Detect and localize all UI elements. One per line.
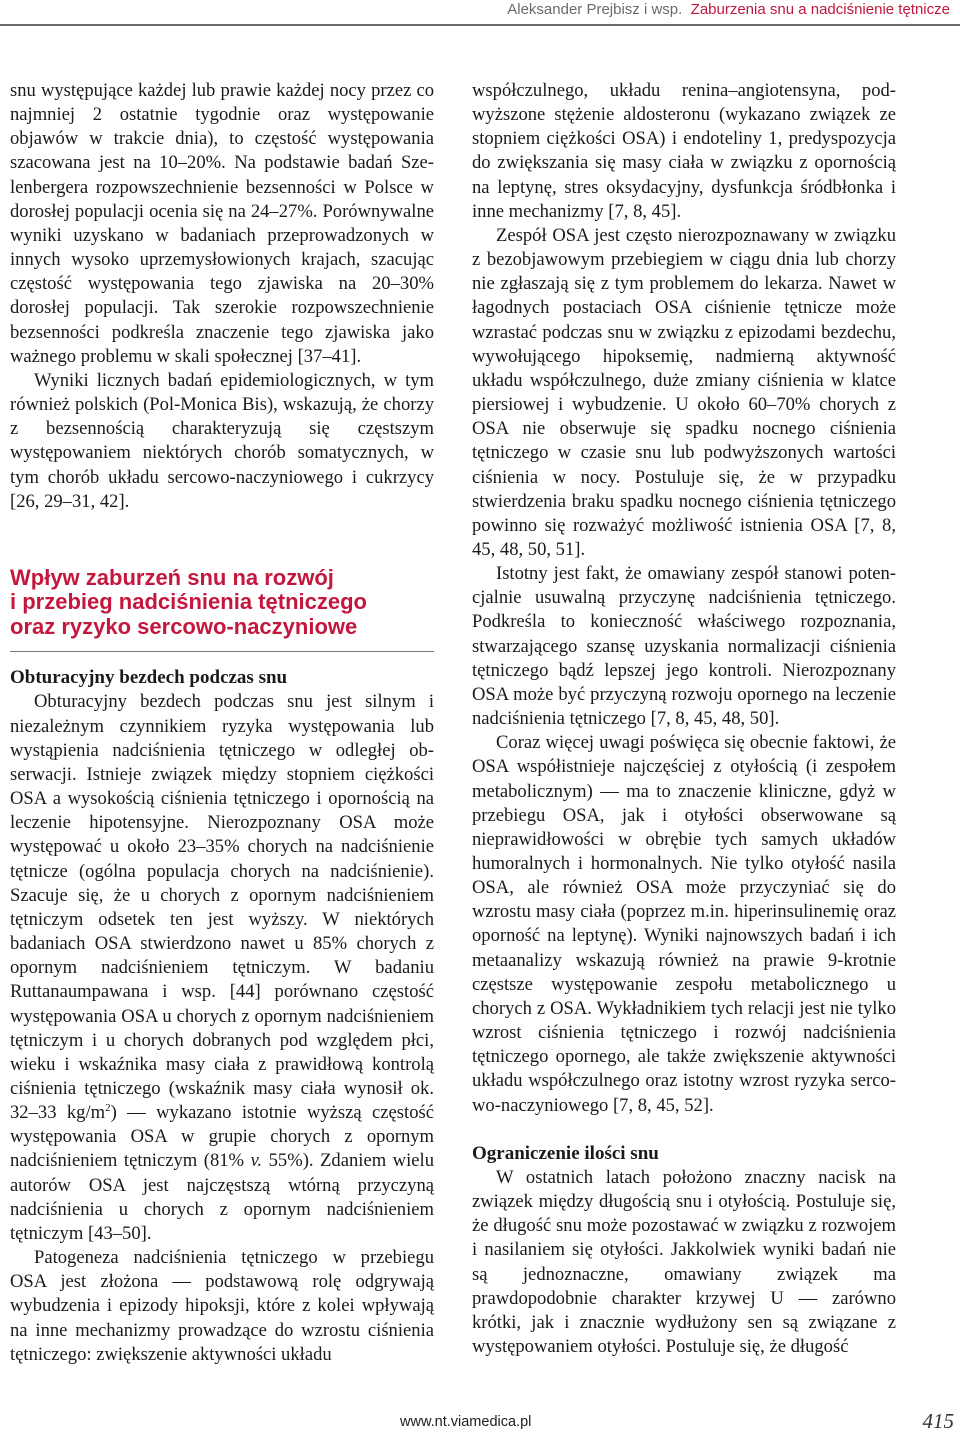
running-head-authors: Aleksander Prejbisz i wsp. xyxy=(507,1,683,18)
footer-url: www.nt.viamedica.pl xyxy=(400,1414,532,1430)
section-title xyxy=(10,566,434,640)
section-title-line: oraz ryzyko sercowo-naczyniowe xyxy=(10,613,358,639)
paragraph: Patogeneza nadciśnienia tętniczego w przebiegu OSA jest złożona — podstawową rolę odgrywają wybudzenia i epizody hipoksji, które z kolei wpływają na inne mechanizmy prowadzące do wzrostu ciśnienia tętniczego: zwiększenie aktywności układu xyxy=(10,1247,434,1365)
right-column xyxy=(472,79,896,1359)
running-head-title: Zaburzenia snu a nadciśnienie tętnicze xyxy=(690,1,950,18)
paragraph xyxy=(10,690,434,1246)
paragraph: współczulnego, układu renina–angiotensyna, podwyższone stężenie aldosteronu (wykazano związek ze stopniem ciężkości OSA) i endoteliny 1, predyspozycja do zwiększania się masy ciała w związku z opornością na leptynę, stres oksydacyjny, dysfunkcja śródbłonka i inne mechanizmy [7, 8, 45]. xyxy=(472,80,896,222)
paragraph: snu występujące każdej lub prawie każdej nocy przez co najmniej 2 ostatnie tygodnie oraz występowanie objawów w trakcie dnia), to częstość występowania szacowana jest na 10–20%. Na podstawie badań Szelenbergera rozpowszechnienie bezsenności w Polsce w dorosłej populacji ocenia się na 24–27%. Porównywalne wyniki uzyskano w badaniach przeprowadzonych w innych wysoko uprzemysłowionych krajach, szacując częstość występowania tego zjawiska na 20–30% dorosłej populacji. Tak szerokie rozpowszechnienie bezsenności podkreśla znaczenie tego zjawiska jako ważnego problemu w skali społecznej [37–41]. xyxy=(10,80,434,367)
paragraph-text: ) — wykazano istotnie wyższą częstość występowania OSA w grupie chorych z opornym nadciśnieniem tętniczym (81% xyxy=(10,1102,434,1172)
paragraph-text: Obturacyjny bezdech podczas snu jest silnym i niezależnym czynnikiem ryzyka występowania lub wystąpienia nadciśnienia tętniczego w odległej obserwacji. Istnieje związek między stopniem ciężkości OSA a wysokością ciśnienia tętniczego i opornością na leczenie hipotensyjne. Nierozpoznany OSA może występować u około 23–35% chorych na nadciśnienie tętnicze (ogólna populacja chorych na nadciśnienie). Szacuje się, że u chorych z opornym nadciśnieniem tętniczym odsetek ten jest wyższy. W niektórych badaniach OSA stwierdzono nawet u 85% chorych z opornym nadciśnieniem tętniczym. W badaniu Ruttanaumpawana i wsp. [44] porównano częstość występowania OSA u chorych z opornym nadciśnieniem tętniczym i u chorych dobranych pod względem płci, wieku i wskaźnika masy ciała z prawidłową kontrolą ciśnienia tętniczego (wskaźnik masy ciała wynosił ok. 32–33 kg/m xyxy=(10,691,434,1124)
superscript: 2 xyxy=(105,1102,111,1115)
section-rule xyxy=(10,651,434,652)
section-title-line: i przebieg nadciśnienia tętniczego xyxy=(10,589,367,615)
paragraph: Coraz więcej uwagi poświęca się obecnie faktowi, że OSA współistnieje najczęściej z otyłością (i zespołem metabolicznym) — ma to znaczenie kliniczne, gdyż w przebiegu OSA, jak i otyłości obserwowane są nieprawidłowości w obrębie tych samych układów humoralnych i hormonalnych. Nie tylko otyłość nasila OSA, ale również OSA może przyczyniać się do wzrostu masy ciała (poprzez m.in. hiperinsulinemię oraz oporność na leptynę). Wyniki najnowszych badań i ich metaanalizy wskazują również na prawie 9-krotnie częstsze występowanie zespołu metabolicznego u chorych z OSA. Wykładnikiem tych relacji jest nie tylko wzrost ciśnienia tętniczego i rozwój nadciśnienia tętniczego opornego, ale także zwiększenie aktywności układu współczulnego oraz istotny wzrost ryzyka sercowo-naczyniowego [7, 8, 45, 52]. xyxy=(472,732,896,1116)
header-rule xyxy=(0,24,960,26)
section-title-line: Wpływ zaburzeń snu na rozwój xyxy=(10,564,334,590)
subheading: Obturacyjny bezdech podczas snu xyxy=(10,667,288,689)
paragraph: Zespół OSA jest często nierozpoznawany w związku z bezobjawowym przebiegiem w ciągu dnia lub chorzy nie zgłaszają się z tym problemem do lekarza. Nawet w łagodnych postaciach OSA ciśnienie tętnicze może wzrastać podczas snu w związku z epizodami bezdechu, wywołującego hipoksemię, nadmierną aktywność układu współczulnego, duże zmiany ciśnienia w klatce piersiowej i wybudzenie. U około 60–70% chorych z OSA nie obserwuje się spadku nocnego ciśnienia tętniczego w czasie snu lub podwyższonych wartości ciśnienia w nocy. Postuluje się, że w przypadku stwierdzenia braku spadku nocnego ciśnienia tętniczego powinno się rozważyć możliwość istnienia OSA [7, 8, 45, 48, 50, 51]. xyxy=(472,224,896,560)
running-head xyxy=(507,0,950,22)
paragraph: Wyniki licznych badań epidemiologicznych, w tym również polskich (Pol-Monica Bis), wskazują, że chorzy z bezsennością charakteryzują się częstszym występowaniem niektórych chorób somatycznych, w tym chorób układu sercowo-naczyniowego i cukrzycy [26, 29–31, 42]. xyxy=(10,369,434,512)
left-column xyxy=(10,79,434,1367)
subheading: Ograniczenie ilości snu xyxy=(472,1142,659,1164)
paragraph: W ostatnich latach położono znaczny nacisk na związek między długością snu i otyłością. Postuluje się, że długość snu może pozostawać w związku z rozwojem i nasilaniem się otyłości. Jakkolwiek wyniki badań nie są jednoznaczne, omawiany związek ma prawdopodobnie charakter krzywej U — zarówno krótki, jak i znacznie wydłużony sen są związane z występowaniem otyłości. Postuluje się, że długość xyxy=(472,1166,896,1357)
paragraph-text: 55%). Zdaniem wielu autorów OSA jest najczęstszą wtórną przyczyną nadciśnienia u chorych z opornym nadciśnieniem tętniczym [43–50]. xyxy=(10,1150,434,1244)
paragraph: Istotny jest fakt, że omawiany zespół stanowi potencjalnie usuwalną przyczynę nadciśnienia tętniczego. Podkreśla to konieczność właściwego rozpoznania, stwarzającego szansę uzyskania normalizacji ciśnienia tętniczego bądź lepszej jego kontroli. Nierozpoznany OSA może być przyczyną rozwoju opornego na leczenie nadciśnienia tętniczego [7, 8, 45, 48, 50]. xyxy=(472,563,896,730)
italic-text: v. xyxy=(250,1150,263,1172)
page-number: 415 xyxy=(922,1409,954,1433)
